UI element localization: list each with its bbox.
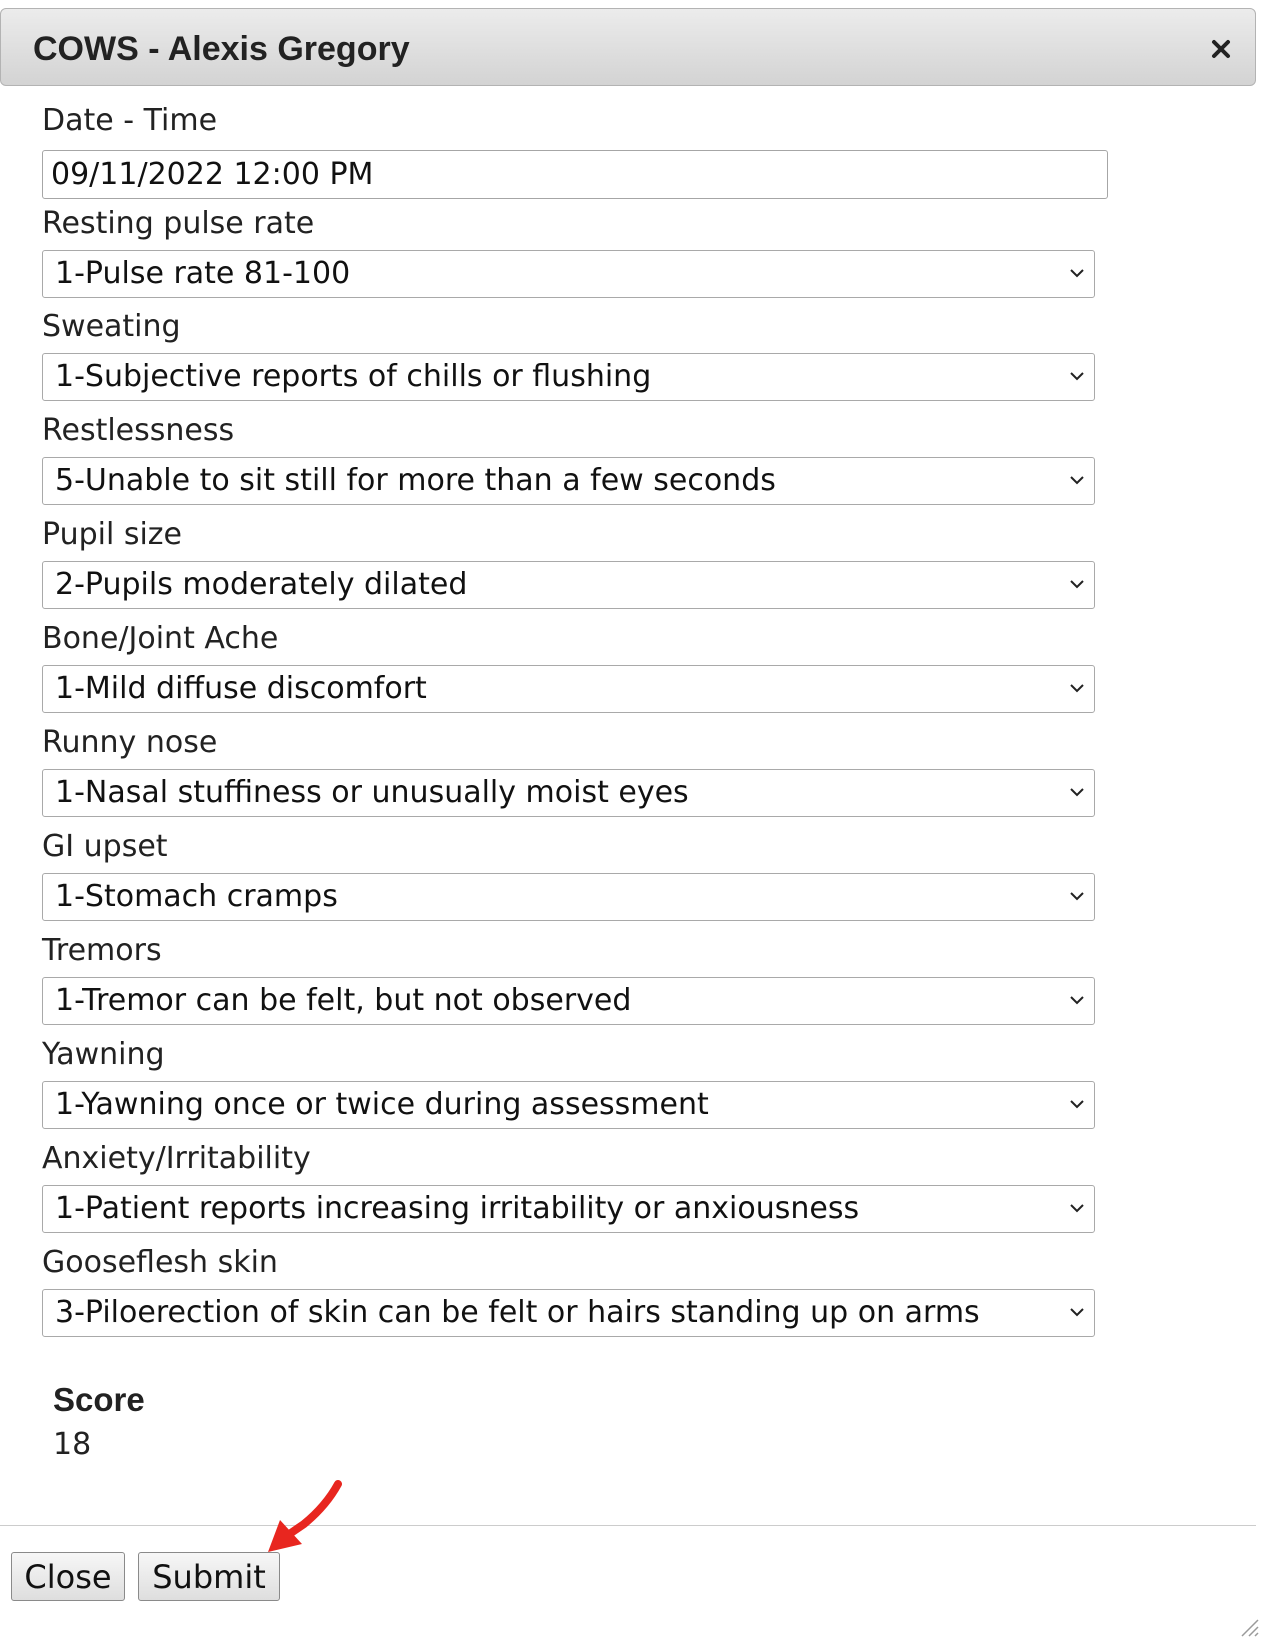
select-value: 1-Stomach cramps (55, 879, 338, 914)
resize-grip-icon[interactable] (1238, 1616, 1260, 1638)
select-tremors[interactable] (42, 977, 1095, 1025)
field-label-yawning: Yawning (42, 1037, 165, 1072)
select-value: 2-Pupils moderately dilated (55, 567, 468, 602)
select-value: 1-Tremor can be felt, but not observed (55, 983, 632, 1018)
select-gi-upset[interactable] (42, 873, 1095, 921)
chevron-down-icon (1068, 578, 1086, 590)
chevron-down-icon (1068, 786, 1086, 798)
chevron-down-icon (1068, 1098, 1086, 1110)
select-yawning[interactable] (42, 1081, 1095, 1129)
datetime-label: Date - Time (42, 103, 218, 138)
close-button[interactable]: Close (11, 1552, 125, 1601)
select-bone-joint-ache[interactable] (42, 665, 1095, 713)
field-label-anxiety-irritability: Anxiety/Irritability (42, 1141, 311, 1176)
submit-button[interactable]: Submit (138, 1552, 280, 1601)
select-value: 5-Unable to sit still for more than a few seconds (55, 463, 776, 498)
select-gooseflesh-skin[interactable] (42, 1289, 1095, 1337)
dialog-titlebar[interactable] (0, 8, 1256, 86)
field-label-runny-nose: Runny nose (42, 725, 218, 760)
chevron-down-icon (1068, 682, 1086, 694)
score-heading: Score (53, 1381, 145, 1418)
datetime-input[interactable] (42, 150, 1108, 199)
chevron-down-icon (1068, 267, 1086, 279)
field-label-tremors: Tremors (42, 933, 162, 968)
footer-divider (0, 1525, 1256, 1526)
select-anxiety-irritability[interactable] (42, 1185, 1095, 1233)
select-sweating[interactable] (42, 353, 1095, 401)
select-value: 1-Nasal stuffiness or unusually moist eyes (55, 775, 689, 810)
close-icon[interactable] (1207, 35, 1235, 63)
select-value: 3-Piloerection of skin can be felt or hairs standing up on arms (55, 1295, 980, 1330)
select-value: 1-Subjective reports of chills or flushing (55, 359, 652, 394)
field-label-gi-upset: GI upset (42, 829, 168, 864)
chevron-down-icon (1068, 1202, 1086, 1214)
select-value: 1-Pulse rate 81-100 (55, 256, 351, 291)
chevron-down-icon (1068, 474, 1086, 486)
annotation-arrow-icon (260, 1472, 350, 1562)
chevron-down-icon (1068, 994, 1086, 1006)
field-label-restlessness: Restlessness (42, 413, 235, 448)
select-restlessness[interactable] (42, 457, 1095, 505)
chevron-down-icon (1068, 890, 1086, 902)
select-resting-pulse[interactable] (42, 250, 1095, 298)
field-label-resting-pulse: Resting pulse rate (42, 206, 315, 241)
select-pupil-size[interactable] (42, 561, 1095, 609)
dialog-title: COWS - Alexis Gregory (33, 30, 410, 68)
field-label-bone-joint-ache: Bone/Joint Ache (42, 621, 279, 656)
score-value: 18 (53, 1427, 92, 1462)
select-value: 1-Yawning once or twice during assessment (55, 1087, 709, 1122)
field-label-gooseflesh-skin: Gooseflesh skin (42, 1245, 278, 1280)
select-runny-nose[interactable] (42, 769, 1095, 817)
chevron-down-icon (1068, 1306, 1086, 1318)
chevron-down-icon (1068, 370, 1086, 382)
field-label-sweating: Sweating (42, 309, 181, 344)
select-value: 1-Mild diffuse discomfort (55, 671, 427, 706)
select-value: 1-Patient reports increasing irritability or anxiousness (55, 1191, 860, 1226)
field-label-pupil-size: Pupil size (42, 517, 182, 552)
